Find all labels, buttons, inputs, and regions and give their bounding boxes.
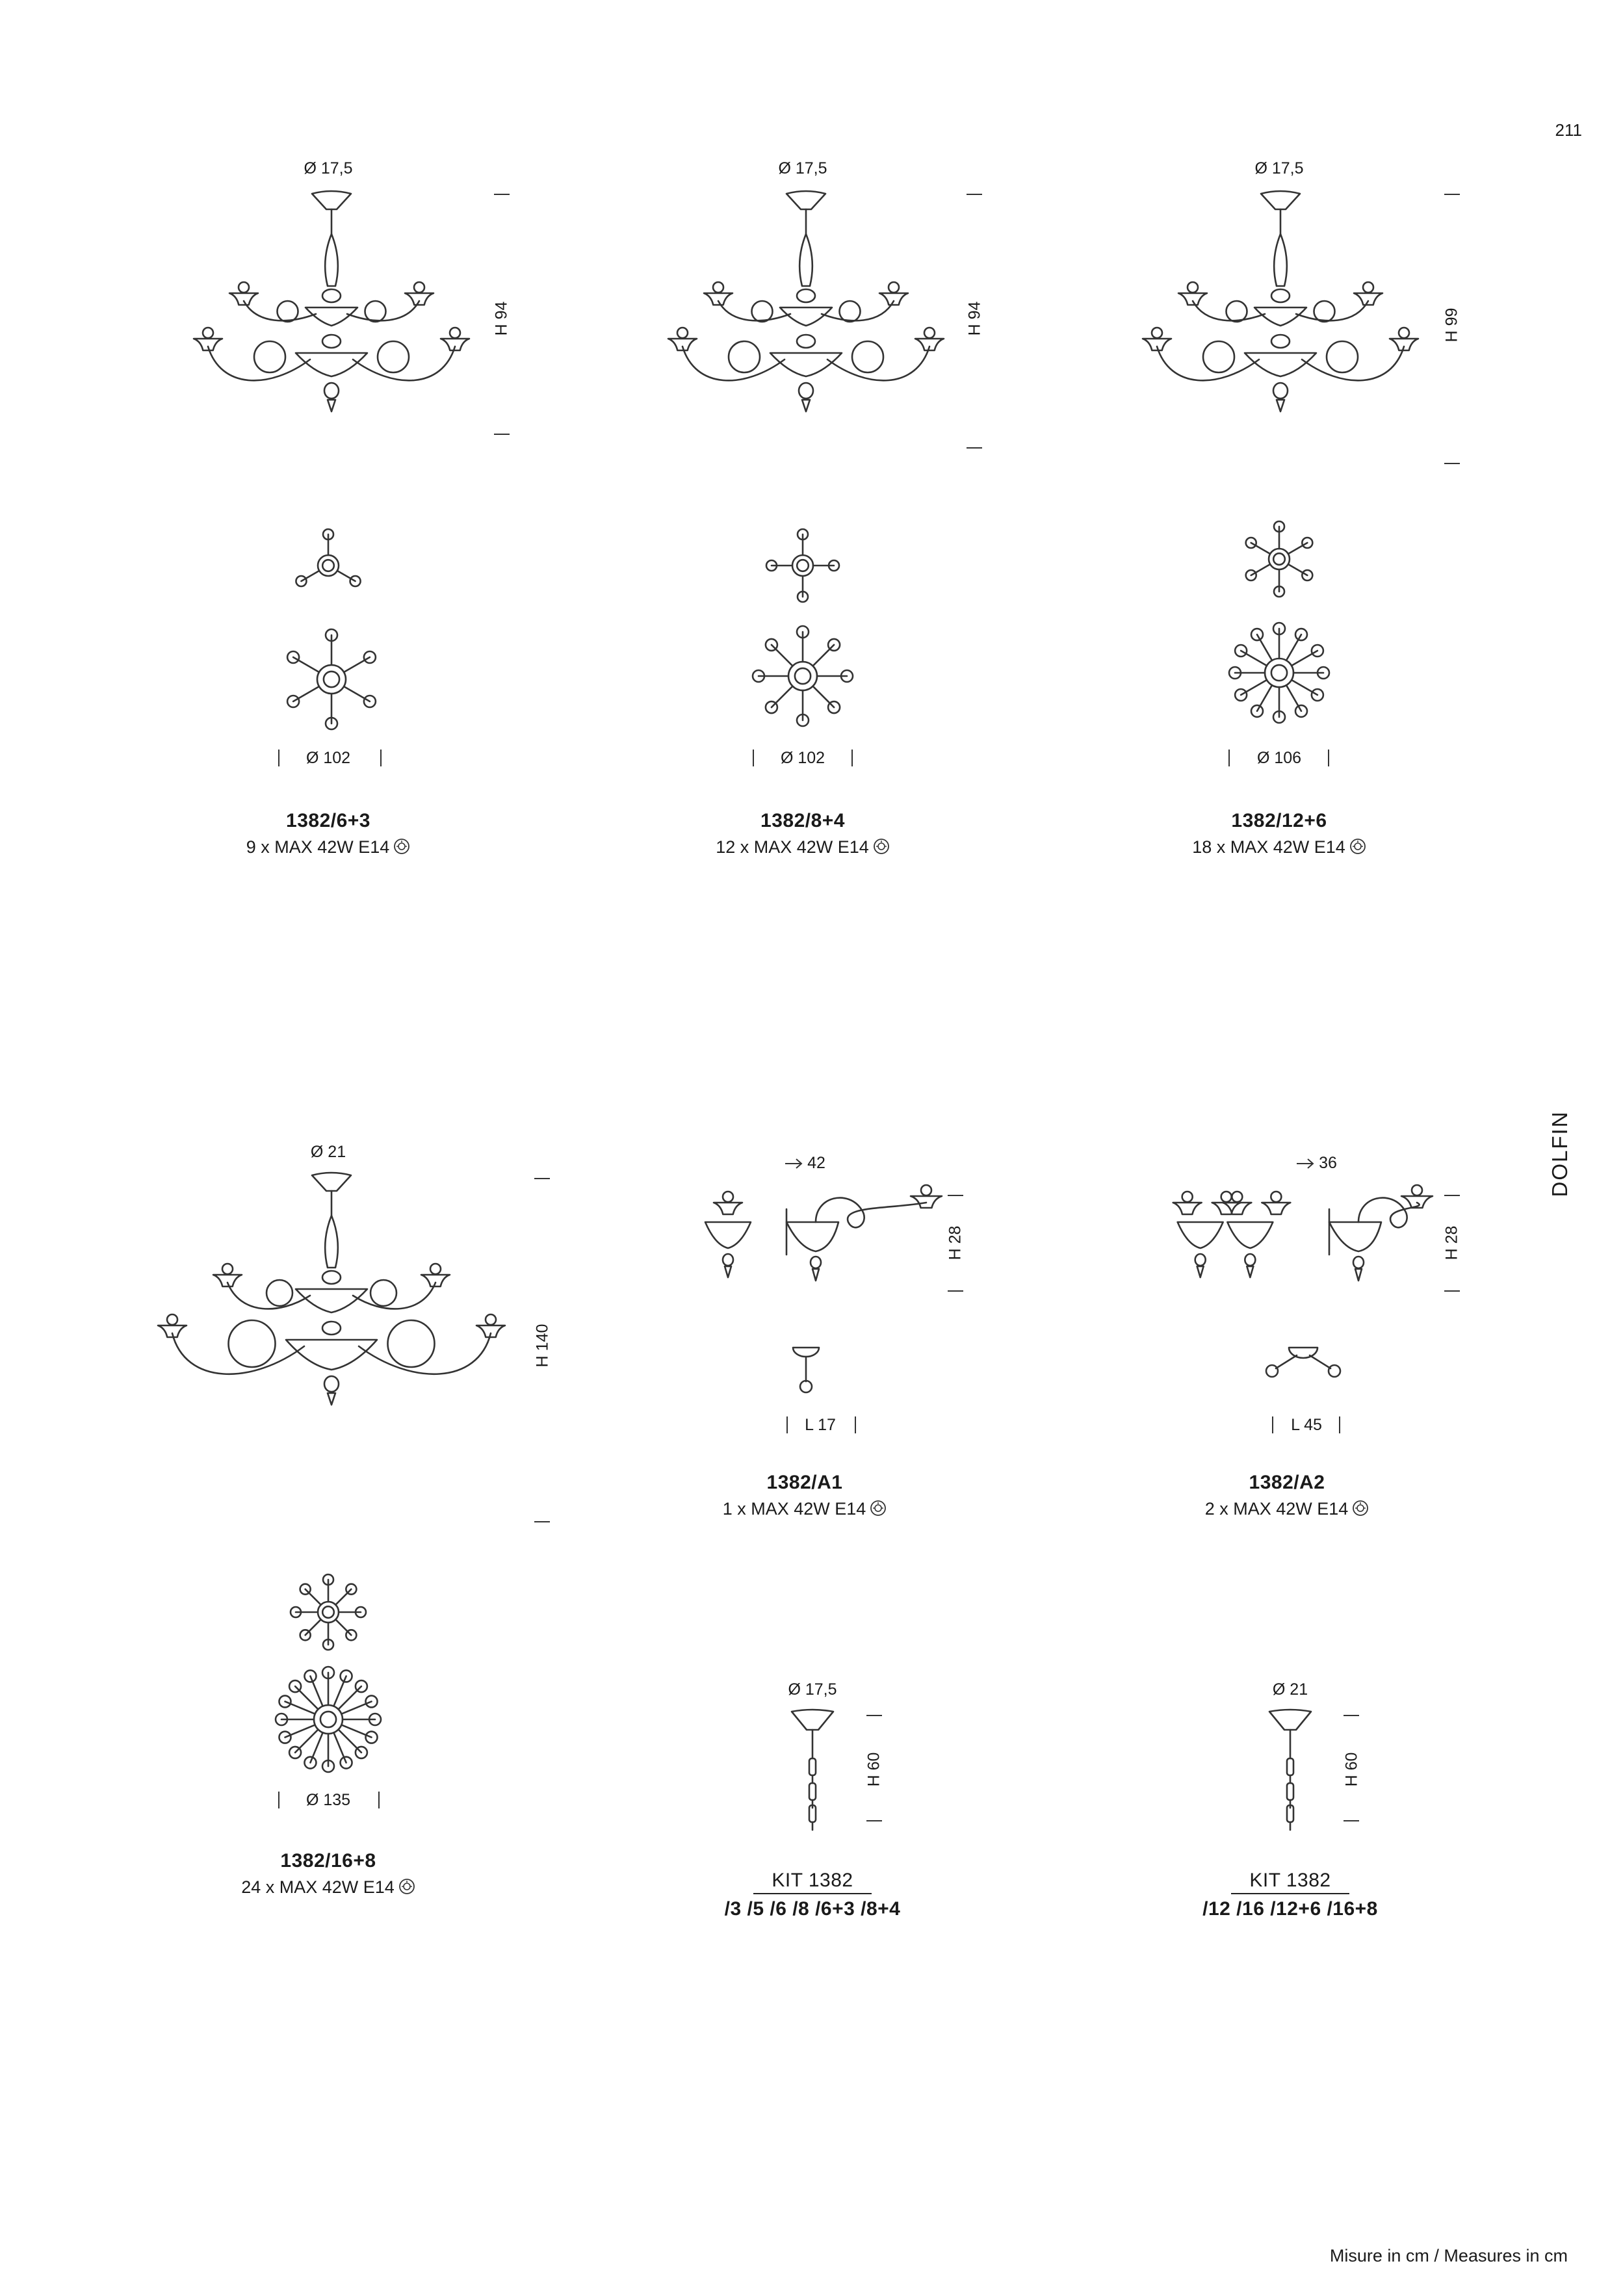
wall-lamp-front-drawing <box>699 1183 757 1300</box>
model-code: 1382/12+6 <box>1231 810 1327 831</box>
height-label: H 99 <box>1442 307 1461 343</box>
bulb-icon <box>393 838 410 855</box>
plan-tick-left <box>1228 750 1230 766</box>
chandelier-plan-small-drawing <box>276 523 380 608</box>
height-tick-top <box>534 1178 550 1179</box>
lamp-spec-text: 9 x MAX 42W E14 <box>246 837 390 857</box>
height-label: H 140 <box>533 1324 552 1368</box>
footer-note: Misure in cm / Measures in cm <box>1329 2246 1568 2265</box>
chandelier-plan-small-drawing <box>1230 510 1328 608</box>
lamp-spec <box>1205 1499 1370 1519</box>
height-label: H 28 <box>1442 1225 1461 1260</box>
kit-title-text: KIT 1382 <box>1231 1870 1349 1894</box>
bulb-icon <box>1352 1500 1369 1517</box>
kit-title <box>1231 1870 1349 1894</box>
wall-lamp-front-drawing <box>1150 1183 1300 1300</box>
suspension-kit-drawing <box>1261 1706 1319 1830</box>
chandelier-elevation-drawing <box>1131 189 1430 468</box>
height-label: H 60 <box>1342 1752 1361 1787</box>
wall-lamp-side-drawing <box>777 1183 952 1300</box>
height-tick-top <box>1344 1715 1359 1716</box>
projection-value: 42 <box>807 1154 825 1172</box>
model-code: 1382/A1 <box>766 1472 843 1493</box>
lamp-spec <box>1192 837 1366 857</box>
lamp-spec-text: 2 x MAX 42W E14 <box>1204 1499 1349 1519</box>
wall-lamp-side-drawing <box>1319 1183 1443 1300</box>
arrow-right-icon <box>1295 1157 1315 1170</box>
bulb-icon <box>873 838 890 855</box>
lamp-spec-text: 12 x MAX 42W E14 <box>716 837 869 857</box>
plan-tick-right <box>380 750 382 766</box>
height-label: H 94 <box>492 301 511 336</box>
lamp-spec-text: 18 x MAX 42W E14 <box>1192 837 1345 857</box>
kit-models: /3 /5 /6 /8 /6+3 /8+4 <box>724 1898 901 1920</box>
plan-tick-left <box>786 1416 788 1433</box>
plan-tick-right <box>1328 750 1329 766</box>
height-tick-bottom <box>1444 1290 1460 1292</box>
height-tick-bottom <box>1444 463 1460 464</box>
kit-models: /12 /16 /12+6 /16+8 <box>1202 1898 1378 1920</box>
arrow-right-icon <box>784 1157 803 1170</box>
plan-tick-right <box>378 1792 380 1808</box>
model-code: 1382/A2 <box>1249 1472 1325 1493</box>
lamp-spec-text: 1 x MAX 42W E14 <box>722 1499 866 1519</box>
wall-lamp-plan-drawing <box>786 1342 825 1398</box>
bulb-icon <box>870 1500 887 1517</box>
collection-label: DOLFIN <box>1548 1110 1572 1197</box>
bulb-icon <box>398 1878 415 1895</box>
height-tick-top <box>494 194 510 195</box>
height-tick-bottom <box>1344 1820 1359 1821</box>
suspension-kit-drawing <box>783 1706 842 1830</box>
chandelier-elevation-drawing <box>143 1170 520 1534</box>
chandelier-plan-large-drawing <box>273 624 390 735</box>
chandelier-plan-small-drawing <box>754 517 851 614</box>
height-tick-bottom <box>534 1521 550 1522</box>
chandelier-plan-small-drawing <box>279 1563 377 1661</box>
plan-tick-right <box>851 750 853 766</box>
height-label: H 60 <box>864 1752 883 1787</box>
lamp-spec <box>246 837 411 857</box>
bulb-icon <box>1349 838 1366 855</box>
height-tick-top <box>1444 194 1460 195</box>
wall-lamp-plan-drawing <box>1264 1342 1342 1381</box>
kit-title <box>753 1870 871 1894</box>
chandelier-plan-large-drawing <box>744 618 861 735</box>
model-code: 1382/6+3 <box>286 810 370 831</box>
chandelier-plan-large-drawing <box>1221 614 1338 731</box>
height-tick-bottom <box>967 447 982 449</box>
plan-tick-left <box>278 1792 279 1808</box>
lamp-spec <box>723 1499 887 1519</box>
chandelier-elevation-drawing <box>182 189 481 449</box>
height-tick-bottom <box>494 434 510 435</box>
height-tick-top <box>1444 1195 1460 1196</box>
plan-tick-left <box>753 750 754 766</box>
plan-tick-right <box>1339 1416 1340 1433</box>
plan-tick-left <box>1272 1416 1273 1433</box>
lamp-spec <box>716 837 890 857</box>
lamp-spec <box>241 1877 415 1898</box>
kit-title-text: KIT 1382 <box>753 1870 871 1894</box>
plan-tick-left <box>278 750 279 766</box>
plan-tick-right <box>855 1416 856 1433</box>
height-tick-top <box>866 1715 882 1716</box>
model-code: 1382/16+8 <box>280 1850 376 1872</box>
model-code: 1382/8+4 <box>760 810 845 831</box>
page-number: 211 <box>1555 120 1582 140</box>
height-tick-bottom <box>866 1820 882 1821</box>
chandelier-elevation-drawing <box>656 189 955 455</box>
chandelier-plan-large-drawing <box>270 1661 387 1778</box>
height-label: H 28 <box>946 1225 965 1260</box>
height-tick-top <box>967 194 982 195</box>
lamp-spec-text: 24 x MAX 42W E14 <box>241 1877 395 1897</box>
height-label: H 94 <box>965 301 984 336</box>
projection-value: 36 <box>1319 1154 1337 1172</box>
